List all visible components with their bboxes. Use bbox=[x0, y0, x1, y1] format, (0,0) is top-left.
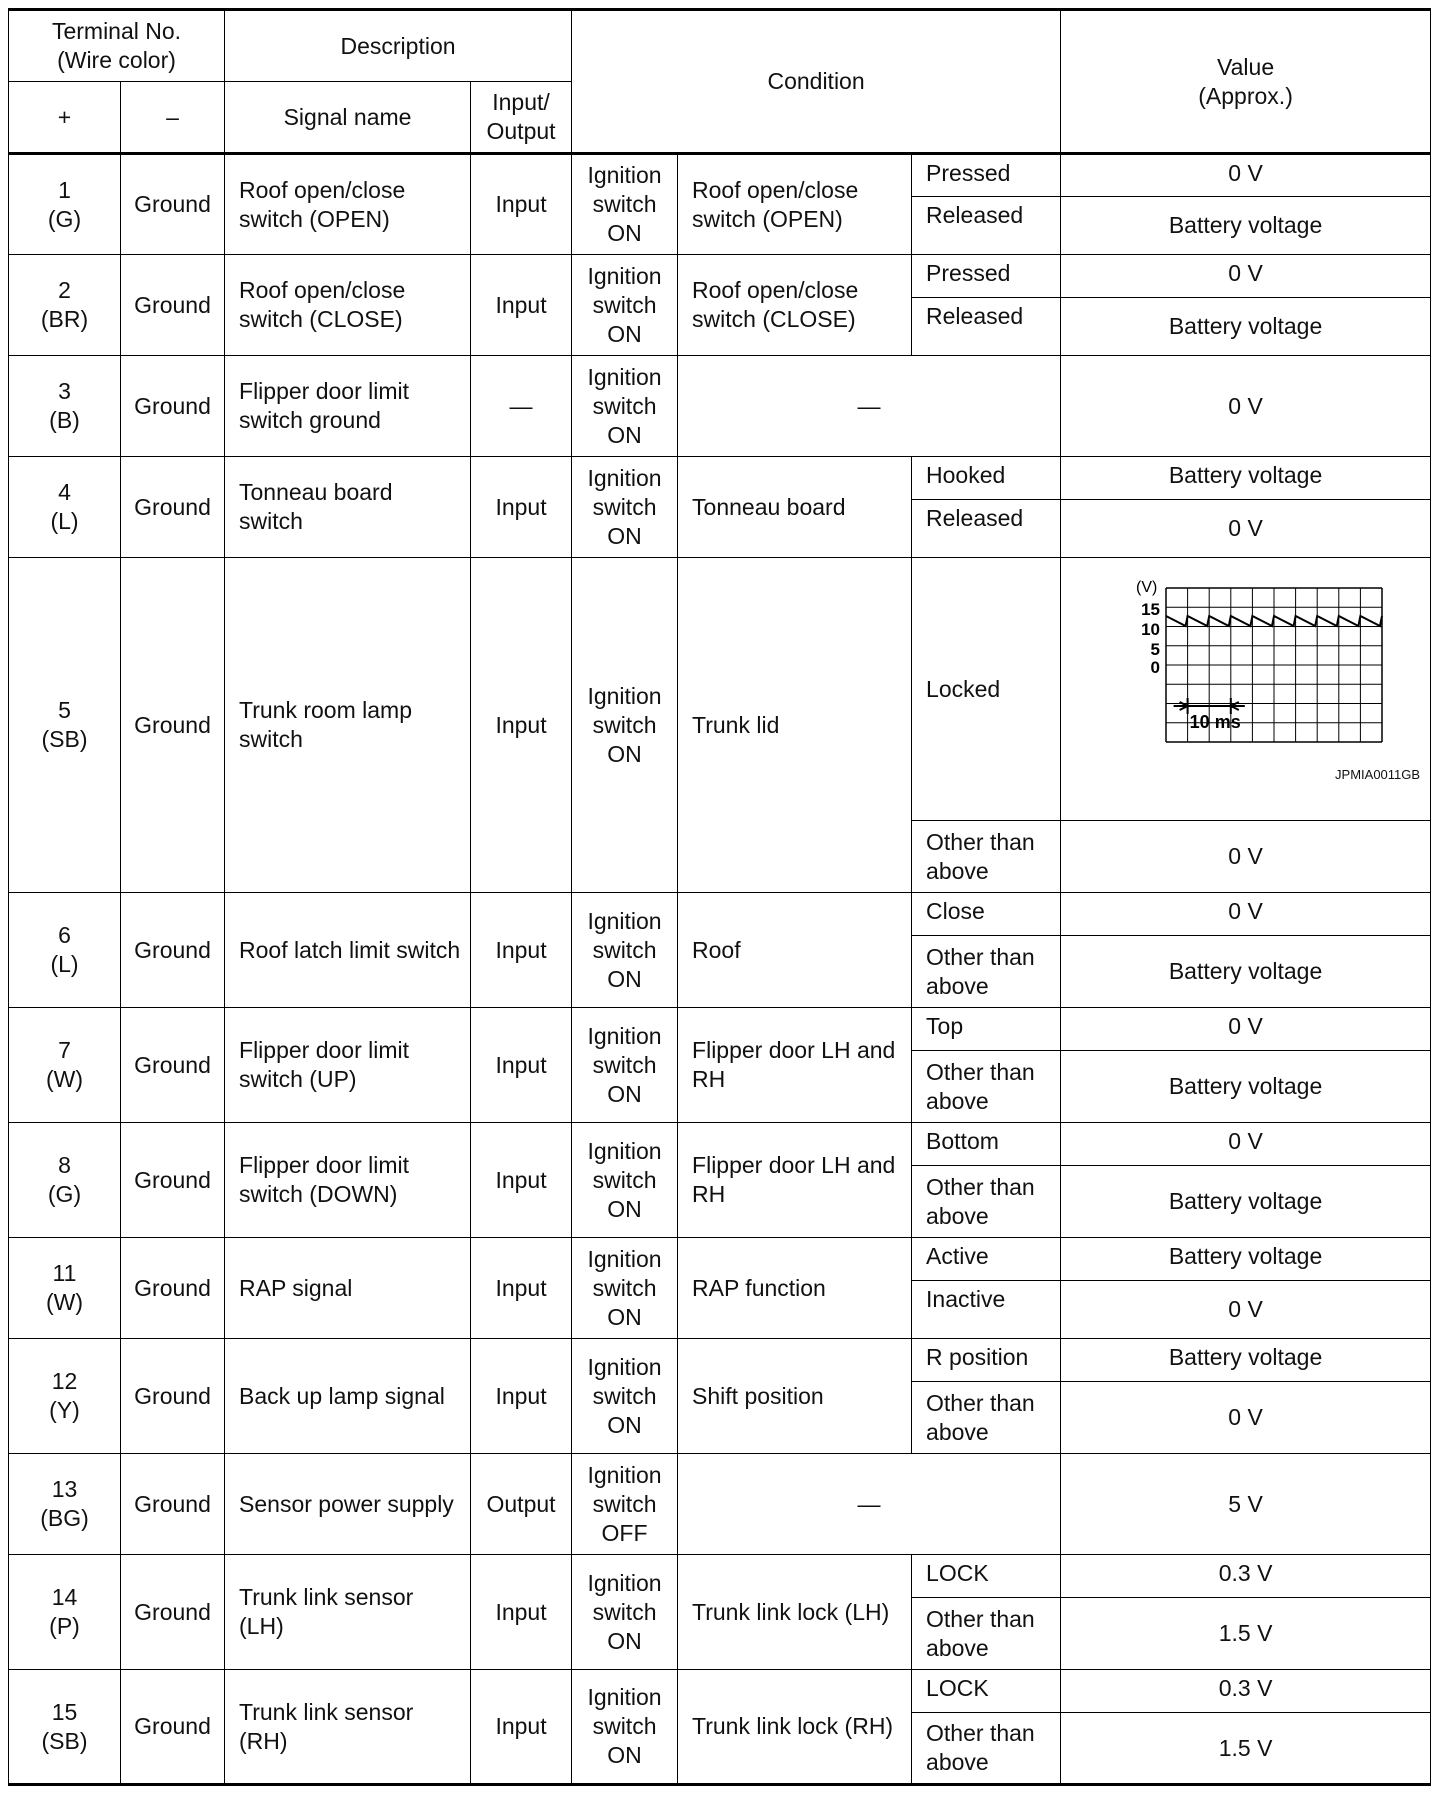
condition-state: Other than above bbox=[912, 1713, 1061, 1785]
condition-state: Other than above bbox=[912, 1051, 1061, 1123]
terminal-negative: Ground bbox=[121, 255, 225, 356]
input-output: Input bbox=[471, 255, 572, 356]
figure-code: JPMIA0011GB bbox=[1335, 767, 1421, 782]
signal-name: Trunk room lamp switch bbox=[225, 558, 471, 893]
table-row bbox=[9, 457, 1431, 500]
input-output: Input bbox=[471, 1670, 572, 1785]
terminal-negative: Ground bbox=[121, 1238, 225, 1339]
condition-detail: Flipper door LH and RH bbox=[678, 1123, 912, 1238]
terminal-negative: Ground bbox=[121, 154, 225, 255]
terminal-negative: Ground bbox=[121, 558, 225, 893]
condition-detail: Trunk lid bbox=[678, 558, 912, 893]
value-cell: Battery voltage bbox=[1061, 197, 1431, 255]
table-row bbox=[9, 893, 1431, 936]
ignition-condition: Ignition switch ON bbox=[572, 1008, 678, 1123]
condition-detail: Roof open/close switch (OPEN) bbox=[678, 154, 912, 255]
value-cell: Battery voltage bbox=[1061, 1238, 1431, 1281]
terminal-negative: Ground bbox=[121, 1454, 225, 1555]
waveform-figure bbox=[1096, 574, 1396, 754]
terminal-number: 14 (P) bbox=[9, 1555, 121, 1670]
signal-name: Roof open/close switch (CLOSE) bbox=[225, 255, 471, 356]
terminal-table-sheet bbox=[8, 8, 1430, 1790]
condition-state: R position bbox=[912, 1339, 1061, 1382]
signal-name: Flipper door limit switch (UP) bbox=[225, 1008, 471, 1123]
condition-detail: Trunk link lock (RH) bbox=[678, 1670, 912, 1785]
ignition-condition: Ignition switch ON bbox=[572, 1670, 678, 1785]
header-value: Value (Approx.) bbox=[1061, 10, 1431, 154]
terminal-number: 4 (L) bbox=[9, 457, 121, 558]
terminal-negative: Ground bbox=[121, 1339, 225, 1454]
table-row bbox=[9, 154, 1431, 197]
terminal-number: 12 (Y) bbox=[9, 1339, 121, 1454]
ignition-condition: Ignition switch ON bbox=[572, 1339, 678, 1454]
condition-state: Other than above bbox=[912, 821, 1061, 893]
header-io: Input/ Output bbox=[471, 82, 572, 154]
waveform-y-tick: 5 bbox=[1150, 640, 1160, 659]
value-cell: 0 V bbox=[1061, 1281, 1431, 1339]
value-cell: 0 V bbox=[1061, 1008, 1431, 1051]
terminal-negative: Ground bbox=[121, 1555, 225, 1670]
condition-state: Pressed bbox=[912, 154, 1061, 197]
terminal-number: 13 (BG) bbox=[9, 1454, 121, 1555]
header-plus: + bbox=[9, 82, 121, 154]
input-output: — bbox=[471, 356, 572, 457]
table-row bbox=[9, 1670, 1431, 1713]
header-minus: – bbox=[121, 82, 225, 154]
ignition-condition: Ignition switch ON bbox=[572, 457, 678, 558]
value-cell: 0 V bbox=[1061, 893, 1431, 936]
value-cell: 0.3 V bbox=[1061, 1555, 1431, 1598]
table-row bbox=[9, 1454, 1431, 1555]
value-cell: Battery voltage bbox=[1061, 1051, 1431, 1123]
condition-detail: — bbox=[678, 356, 1061, 457]
input-output: Input bbox=[471, 558, 572, 893]
value-cell: Battery voltage bbox=[1061, 936, 1431, 1008]
terminal-negative: Ground bbox=[121, 1008, 225, 1123]
condition-detail: — bbox=[678, 1454, 1061, 1555]
signal-name: Trunk link sensor (RH) bbox=[225, 1670, 471, 1785]
value-cell: 1.5 V bbox=[1061, 1598, 1431, 1670]
condition-detail: Roof open/close switch (CLOSE) bbox=[678, 255, 912, 356]
condition-state: Locked bbox=[912, 558, 1061, 821]
waveform-y-tick: 15 bbox=[1140, 600, 1160, 619]
value-cell: 0 V bbox=[1061, 356, 1431, 457]
table-row bbox=[9, 255, 1431, 298]
header-signal-name: Signal name bbox=[225, 82, 471, 154]
value-cell: 0 V bbox=[1061, 821, 1431, 893]
signal-name: RAP signal bbox=[225, 1238, 471, 1339]
table-row bbox=[9, 1555, 1431, 1598]
terminal-number: 5 (SB) bbox=[9, 558, 121, 893]
terminal-number: 1 (G) bbox=[9, 154, 121, 255]
terminal-number: 11 (W) bbox=[9, 1238, 121, 1339]
terminal-number: 3 (B) bbox=[9, 356, 121, 457]
condition-state: Other than above bbox=[912, 1166, 1061, 1238]
header-condition: Condition bbox=[572, 10, 1061, 154]
ignition-condition: Ignition switch ON bbox=[572, 1238, 678, 1339]
table-row bbox=[9, 356, 1431, 457]
signal-name: Trunk link sensor (LH) bbox=[225, 1555, 471, 1670]
terminal-number: 15 (SB) bbox=[9, 1670, 121, 1785]
signal-name: Roof latch limit switch bbox=[225, 893, 471, 1008]
input-output: Output bbox=[471, 1454, 572, 1555]
condition-state: Released bbox=[912, 298, 1061, 356]
condition-state: LOCK bbox=[912, 1670, 1061, 1713]
value-cell: Battery voltage bbox=[1061, 457, 1431, 500]
condition-detail: RAP function bbox=[678, 1238, 912, 1339]
terminal-number: 6 (L) bbox=[9, 893, 121, 1008]
ignition-condition: Ignition switch ON bbox=[572, 154, 678, 255]
table-row bbox=[9, 1339, 1431, 1382]
condition-state: LOCK bbox=[912, 1555, 1061, 1598]
input-output: Input bbox=[471, 1339, 572, 1454]
input-output: Input bbox=[471, 1008, 572, 1123]
condition-detail: Trunk link lock (LH) bbox=[678, 1555, 912, 1670]
input-output: Input bbox=[471, 154, 572, 255]
signal-name: Flipper door limit switch ground bbox=[225, 356, 471, 457]
value-cell: 0 V bbox=[1061, 1123, 1431, 1166]
condition-detail: Tonneau board bbox=[678, 457, 912, 558]
terminal-negative: Ground bbox=[121, 1123, 225, 1238]
input-output: Input bbox=[471, 1123, 572, 1238]
condition-detail: Roof bbox=[678, 893, 912, 1008]
value-cell: Battery voltage bbox=[1061, 298, 1431, 356]
ignition-condition: Ignition switch ON bbox=[572, 558, 678, 893]
signal-name: Flipper door limit switch (DOWN) bbox=[225, 1123, 471, 1238]
ignition-condition: Ignition switch ON bbox=[572, 1555, 678, 1670]
terminal-negative: Ground bbox=[121, 1670, 225, 1785]
table-body bbox=[9, 154, 1431, 1785]
value-cell: 0.3 V bbox=[1061, 1670, 1431, 1713]
ignition-condition: Ignition switch ON bbox=[572, 893, 678, 1008]
input-output: Input bbox=[471, 457, 572, 558]
terminal-number: 8 (G) bbox=[9, 1123, 121, 1238]
value-cell: Battery voltage bbox=[1061, 1339, 1431, 1382]
value-cell bbox=[1061, 558, 1431, 821]
condition-state: Other than above bbox=[912, 1598, 1061, 1670]
condition-state: Other than above bbox=[912, 1382, 1061, 1454]
condition-state: Active bbox=[912, 1238, 1061, 1281]
terminal-table bbox=[8, 8, 1431, 1786]
terminal-negative: Ground bbox=[121, 893, 225, 1008]
value-cell: 1.5 V bbox=[1061, 1713, 1431, 1785]
header-description: Description bbox=[225, 10, 572, 82]
value-cell: 0 V bbox=[1061, 255, 1431, 298]
value-cell: 5 V bbox=[1061, 1454, 1431, 1555]
value-cell: 0 V bbox=[1061, 500, 1431, 558]
input-output: Input bbox=[471, 1555, 572, 1670]
value-cell: 0 V bbox=[1061, 154, 1431, 197]
waveform-y-tick: 10 bbox=[1140, 620, 1160, 639]
table-row bbox=[9, 1238, 1431, 1281]
condition-state: Hooked bbox=[912, 457, 1061, 500]
table-row bbox=[9, 1008, 1431, 1051]
waveform-y-tick: 0 bbox=[1150, 658, 1160, 677]
ignition-condition: Ignition switch ON bbox=[572, 356, 678, 457]
condition-state: Bottom bbox=[912, 1123, 1061, 1166]
signal-name: Tonneau board switch bbox=[225, 457, 471, 558]
condition-state: Close bbox=[912, 893, 1061, 936]
terminal-number: 2 (BR) bbox=[9, 255, 121, 356]
condition-state: Inactive bbox=[912, 1281, 1061, 1339]
input-output: Input bbox=[471, 893, 572, 1008]
value-cell: Battery voltage bbox=[1061, 1166, 1431, 1238]
ignition-condition: Ignition switch ON bbox=[572, 255, 678, 356]
ignition-condition: Ignition switch OFF bbox=[572, 1454, 678, 1555]
table-row bbox=[9, 1123, 1431, 1166]
waveform-y-unit: (V) bbox=[1135, 579, 1157, 596]
condition-state: Top bbox=[912, 1008, 1061, 1051]
ignition-condition: Ignition switch ON bbox=[572, 1123, 678, 1238]
condition-detail: Shift position bbox=[678, 1339, 912, 1454]
condition-state: Other than above bbox=[912, 936, 1061, 1008]
table-row bbox=[9, 558, 1431, 821]
terminal-number: 7 (W) bbox=[9, 1008, 121, 1123]
signal-name: Roof open/close switch (OPEN) bbox=[225, 154, 471, 255]
terminal-negative: Ground bbox=[121, 356, 225, 457]
value-cell: 0 V bbox=[1061, 1382, 1431, 1454]
header-terminal: Terminal No. (Wire color) bbox=[9, 10, 225, 82]
condition-state: Released bbox=[912, 197, 1061, 255]
waveform-period-label: 10 ms bbox=[1189, 712, 1241, 732]
input-output: Input bbox=[471, 1238, 572, 1339]
condition-state: Pressed bbox=[912, 255, 1061, 298]
terminal-negative: Ground bbox=[121, 457, 225, 558]
signal-name: Back up lamp signal bbox=[225, 1339, 471, 1454]
condition-detail: Flipper door LH and RH bbox=[678, 1008, 912, 1123]
signal-name: Sensor power supply bbox=[225, 1454, 471, 1555]
condition-state: Released bbox=[912, 500, 1061, 558]
